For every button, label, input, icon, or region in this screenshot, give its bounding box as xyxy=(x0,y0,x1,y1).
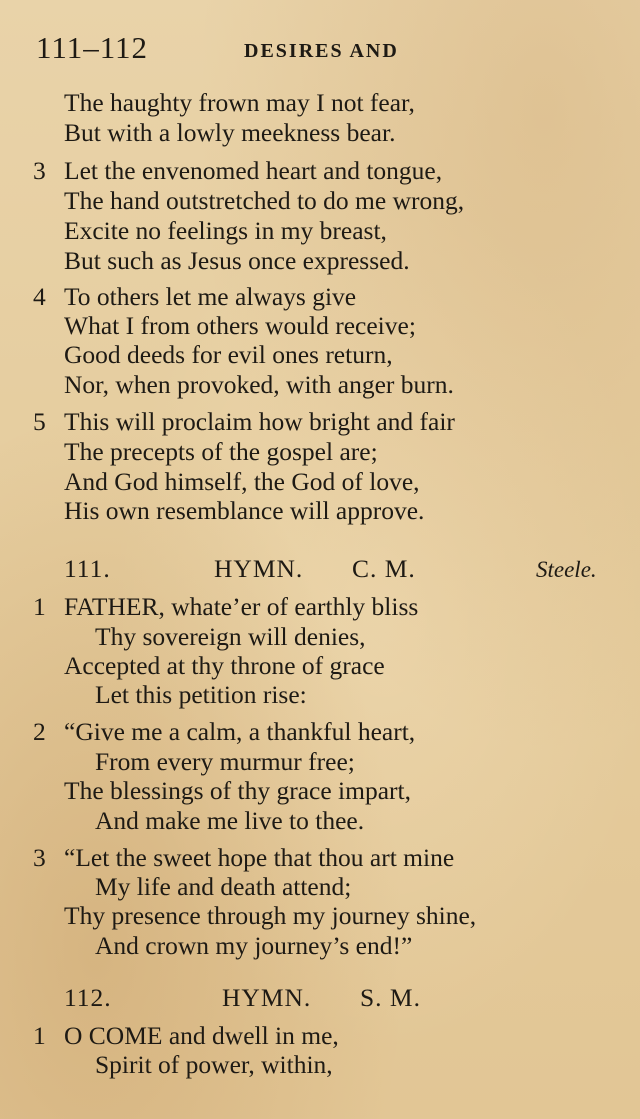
hymn-meter: S. M. xyxy=(360,983,421,1012)
page-numbers: 111–112 xyxy=(36,30,149,65)
stanza-number: 5 xyxy=(33,407,46,436)
verse-line: Let this petition rise: xyxy=(95,680,307,709)
stanza-number: 3 xyxy=(33,156,46,185)
verse-line: “Give me a calm, a thankful heart, xyxy=(64,717,416,746)
verse-line: Let the envenomed heart and tongue, xyxy=(64,156,443,185)
verse-line: But such as Jesus once expressed. xyxy=(64,246,410,275)
stanza-number: 2 xyxy=(33,717,46,746)
verse-line: FATHER, whate’er of earthly bliss xyxy=(64,592,419,621)
verse-line: Good deeds for evil ones return, xyxy=(64,340,393,369)
verse-line: This will proclaim how bright and fair xyxy=(64,407,455,436)
verse-line: What I from others would receive; xyxy=(64,311,416,340)
verse-line: The hand outstretched to do me wrong, xyxy=(64,186,465,215)
verse-line: From every murmur free; xyxy=(95,747,355,776)
verse-line: And God himself, the God of love, xyxy=(64,467,420,496)
stanza-number: 3 xyxy=(33,843,46,872)
verse-line: Excite no feelings in my breast, xyxy=(64,216,387,245)
verse-line: The precepts of the gospel are; xyxy=(64,437,378,466)
verse-line: The blessings of thy grace impart, xyxy=(64,776,411,805)
hymn-title: HYMN. xyxy=(222,983,312,1012)
hymn-title: HYMN. xyxy=(214,554,304,583)
verse-line: Spirit of power, within, xyxy=(95,1050,333,1079)
stanza-number: 1 xyxy=(33,1021,46,1050)
verse-line: And make me live to thee. xyxy=(95,806,365,835)
stanza-number: 4 xyxy=(33,282,46,311)
verse-line: “Let the sweet hope that thou art mine xyxy=(64,843,455,872)
verse-line: O COME and dwell in me, xyxy=(64,1021,339,1050)
verse-line: And crown my journey’s end!” xyxy=(95,931,413,960)
verse-line: The haughty frown may I not fear, xyxy=(64,88,415,117)
hymn-number: 112. xyxy=(64,983,112,1012)
page-header xyxy=(36,30,616,70)
verse-line: My life and death attend; xyxy=(95,872,352,901)
verse-line: His own resemblance will approve. xyxy=(64,496,425,525)
verse-line: Thy presence through my journey shine, xyxy=(64,901,477,930)
verse-line: But with a lowly meekness bear. xyxy=(64,118,396,147)
stanza-number: 1 xyxy=(33,592,46,621)
verse-line: Accepted at thy throne of grace xyxy=(64,651,385,680)
running-title: DESIRES AND xyxy=(244,40,399,62)
verse-line: Nor, when provoked, with anger burn. xyxy=(64,370,454,399)
verse-line: Thy sovereign will denies, xyxy=(95,622,366,651)
hymn-author: Steele. xyxy=(536,557,597,582)
hymn-number: 111. xyxy=(64,554,111,583)
hymn-meter: C. M. xyxy=(352,554,416,583)
verse-line: To others let me always give xyxy=(64,282,357,311)
